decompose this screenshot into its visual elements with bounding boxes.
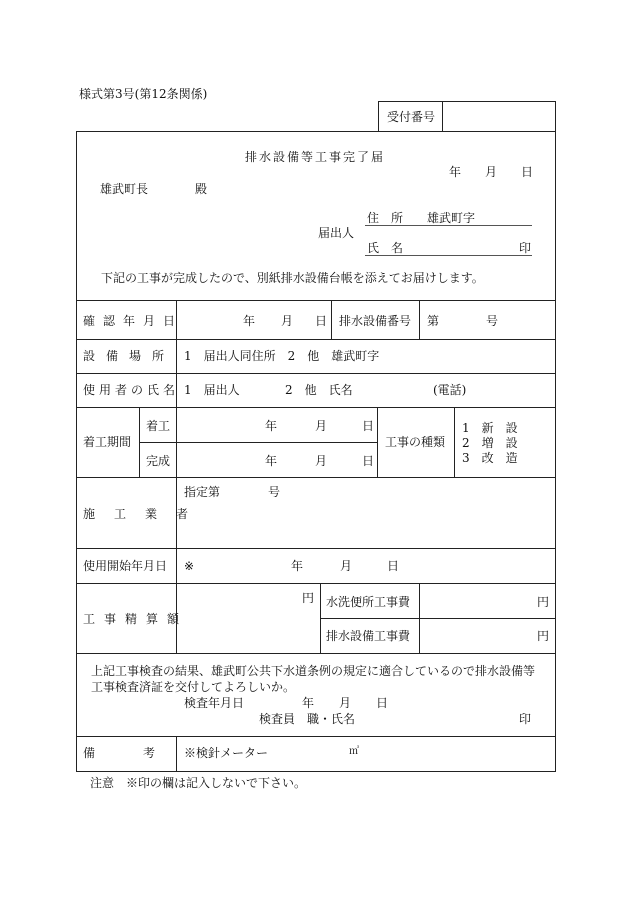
use-start-day: 日 xyxy=(387,559,400,573)
meter-unit: ㎥ xyxy=(349,746,359,757)
user-name-opt2[interactable]: 2 他 氏名 xyxy=(285,383,353,397)
start-month: 月 xyxy=(315,419,328,433)
address-underline xyxy=(365,225,532,226)
address-value[interactable]: 雄武町字 xyxy=(427,211,476,225)
remarks-label: 備 考 xyxy=(83,746,156,760)
receipt-number-label: 受付番号 xyxy=(387,110,436,124)
row-line-period-mid xyxy=(139,442,377,443)
addressee: 雄武町長 xyxy=(100,182,149,196)
use-start-label: 使用開始年月日 xyxy=(83,559,168,573)
user-phone[interactable]: (電話) xyxy=(433,383,467,397)
remarks-divider xyxy=(176,736,177,772)
confirm-divider-2 xyxy=(419,300,420,339)
row-line-1 xyxy=(76,300,556,301)
row-line-7 xyxy=(76,583,556,584)
finish-year: 年 xyxy=(265,454,278,468)
use-start-year: 年 xyxy=(291,559,304,573)
work-type-label: 工事の種類 xyxy=(385,435,446,449)
inspector-label: 検査員 職・氏名 xyxy=(259,712,356,726)
estimate-total-yen: 円 xyxy=(302,591,315,605)
row-line-6 xyxy=(76,548,556,549)
header-day: 日 xyxy=(521,165,534,179)
frame-top xyxy=(76,131,556,132)
flush-toilet-label: 水洗便所工事費 xyxy=(326,595,411,609)
form-title: 排水設備等工事完了届 xyxy=(245,150,386,164)
work-type-3[interactable]: 3 改 造 xyxy=(462,451,518,465)
row-line-estimate-mid xyxy=(320,618,556,619)
frame-left xyxy=(76,131,77,772)
meter-label: ※検針メーター xyxy=(184,746,269,760)
start-day: 日 xyxy=(362,419,375,433)
receipt-box-divider xyxy=(442,101,443,132)
row-line-4 xyxy=(76,407,556,408)
work-type-divider-1 xyxy=(377,407,378,477)
receipt-box-right xyxy=(555,101,556,132)
form-number: 様式第3号(第12条関係) xyxy=(79,87,208,101)
confirm-divider-1 xyxy=(331,300,332,339)
finish-day: 日 xyxy=(362,454,375,468)
start-label: 着工 xyxy=(146,419,171,433)
finish-month: 月 xyxy=(315,454,328,468)
inspection-text-1: 上記工事検査の結果、雄武町公共下水道条例の規定に適合しているので排水設備等 xyxy=(91,664,536,678)
footer-note: 注意 ※印の欄は記入しないで下さい。 xyxy=(90,776,307,790)
address-label: 住 所 xyxy=(367,211,404,225)
header-year: 年 xyxy=(449,165,462,179)
confirm-day: 日 xyxy=(315,314,328,328)
row-line-3 xyxy=(76,373,556,374)
seal-mark: 印 xyxy=(519,241,532,255)
work-type-divider-2 xyxy=(454,407,455,477)
flush-toilet-yen: 円 xyxy=(537,595,550,609)
honorific: 殿 xyxy=(195,182,208,196)
use-start-mark: ※ xyxy=(184,559,195,573)
user-name-opt1[interactable]: 1 届出人 xyxy=(184,383,240,397)
location-value[interactable]: 1 届出人同住所 2 他 雄武町字 xyxy=(184,349,380,363)
label-column-divider xyxy=(176,300,177,653)
confirm-month: 月 xyxy=(281,314,294,328)
row-line-2 xyxy=(76,339,556,340)
drain-number-dai: 第 xyxy=(427,314,440,328)
receipt-number-field[interactable] xyxy=(444,103,554,130)
frame-right xyxy=(555,131,556,772)
row-line-5 xyxy=(76,477,556,478)
period-divider xyxy=(139,407,140,477)
inspection-date-label: 検査年月日 xyxy=(184,696,245,710)
estimate-label: 工事精算額 xyxy=(83,612,189,626)
start-year: 年 xyxy=(265,419,278,433)
name-label: 氏 名 xyxy=(367,241,404,255)
frame-bottom xyxy=(76,771,556,772)
contractor-label: 施工業者 xyxy=(83,507,208,521)
estimate-divider-2 xyxy=(419,583,420,653)
receipt-box-left xyxy=(378,101,379,132)
work-type-1[interactable]: 1 新 設 xyxy=(462,421,518,435)
applicant-label: 届出人 xyxy=(318,226,355,240)
statement: 下記の工事が完成したので、別紙排水設備台帳を添えてお届けします。 xyxy=(101,271,484,285)
period-label: 着工期間 xyxy=(83,435,132,449)
estimate-divider-1 xyxy=(320,583,321,653)
use-start-month: 月 xyxy=(340,559,353,573)
receipt-box-top xyxy=(378,101,556,102)
drain-work-label: 排水設備工事費 xyxy=(326,629,411,643)
inspection-month: 月 xyxy=(339,696,352,710)
location-label: 設備場所 xyxy=(83,349,176,363)
header-month: 月 xyxy=(485,165,498,179)
drain-number-label: 排水設備番号 xyxy=(339,314,412,328)
drain-work-yen: 円 xyxy=(537,629,550,643)
row-line-9 xyxy=(76,736,556,737)
confirm-date-label: 確認年月日 xyxy=(83,314,184,328)
inspector-seal: 印 xyxy=(519,712,532,726)
drain-number-go: 号 xyxy=(486,314,499,328)
work-type-2[interactable]: 2 増 設 xyxy=(462,436,518,450)
inspection-text-2: 工事検査済証を交付してよろしいか。 xyxy=(91,680,296,694)
inspection-day: 日 xyxy=(376,696,389,710)
contractor-designated[interactable]: 指定第 号 xyxy=(184,485,281,499)
row-line-8 xyxy=(76,653,556,654)
finish-label: 完成 xyxy=(146,454,171,468)
user-name-label: 使用者の氏名 xyxy=(83,383,180,397)
confirm-year: 年 xyxy=(243,314,256,328)
inspection-year: 年 xyxy=(302,696,315,710)
name-underline xyxy=(365,255,532,256)
